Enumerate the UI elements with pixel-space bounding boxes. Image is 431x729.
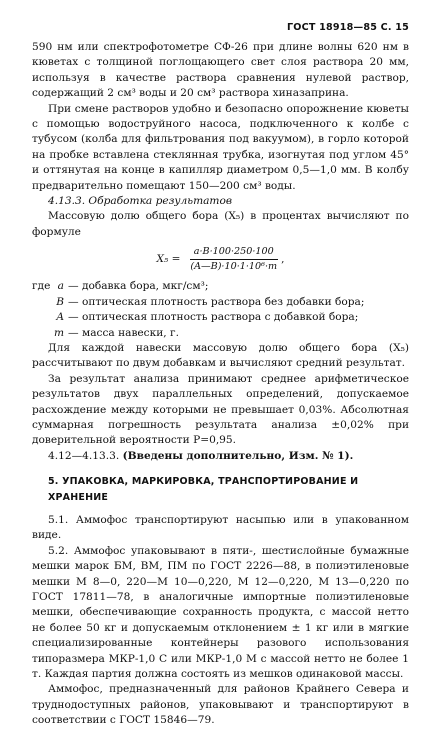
legend-symbol: m: [53, 326, 64, 339]
paragraph-far-north: Аммофос, предназначенный для районов Крайнего Севера и труднодоступных районов, упаковывают и транспортируют в соответствии с ГОСТ 15846—79.: [32, 683, 409, 727]
legend-symbol: B: [56, 295, 64, 308]
legend-row: [32, 295, 409, 310]
amendment-clauses: 4.12—4.13.3.: [48, 449, 120, 462]
paragraph-5-2: 5.2. Аммофос упаковывают в пяти-, шестислойные бумажные мешки марок БМ, ВМ, ПМ по ГОСТ 2226—88, в полиэтиленовые мешки М 8—0, 220—М 10—0,220, М 12—0,220, М 13—0,220 по ГОСТ 17811—78, в аналогичные импортные полиэтиленовые мешки, обеспечивающие сохранность продукта, с массой нетто не более 50 кг и допускаемым отклонением ± 1 кг или в мягкие специализированные контейнеры разового использования типоразмера МКР-1,0 С или МКР-1,0 М с массой нетто не более 1 т. Каждая партия должна состоять из мешков одинаковой массы.: [32, 544, 409, 681]
page-header: ГОСТ 18918—85 С. 15: [286, 22, 409, 33]
amendment-note: (Введены дополнительно, Изм. № 1).: [122, 449, 354, 462]
legend-text: — оптическая плотность раствора без добавки бора;: [68, 295, 365, 308]
document-body: [32, 40, 409, 729]
legend-text: — добавка бора, мкг/см³;: [68, 280, 209, 293]
section-5-title: 5. УПАКОВКА, МАРКИРОВКА, ТРАНСПОРТИРОВАНИЕ И ХРАНЕНИЕ: [48, 476, 359, 503]
formula-x5: [32, 246, 409, 273]
paragraph-amendment: [32, 449, 409, 464]
formula-legend: [32, 279, 409, 341]
formula-comma: ,: [281, 253, 285, 266]
legend-text: — оптическая плотность раствора с добавкой бора;: [68, 311, 359, 324]
paragraph-5-1: 5.1. Аммофос транспортируют насыпью или в упакованном виде.: [32, 513, 409, 542]
legend-row: [32, 326, 409, 341]
legend-row: [32, 310, 409, 325]
paragraph-cuvette-emptying: При смене растворов удобно и безопасно опорожнение кюветы с помощью водоструйного насоса, подключенного к колбе с тубусом (колба для фильтрования под вакуумом), в горло которой на пробке вставлена стеклянная трубка, изогнутая под углом 45° и оттянутая на конце в капилляр диаметром 0,5—1,0 мм. В колбу предварительно помещают 150—200 см³ воды.: [32, 102, 409, 192]
legend-prefix: где: [32, 280, 51, 293]
paragraph-calculation: Для каждой навески массовую долю общего бора (X₅) рассчитывают по двум добавкам и вычисляют средний результат.: [32, 341, 409, 370]
legend-symbol: a: [57, 280, 64, 293]
paragraph-measurement: 590 нм или спектрофотометре СФ-26 при длине волны 620 нм в кюветах с толщиной поглощающего свет слоя раствора 20 мм, используя в качестве раствора сравнения нулевой раствор, содержащий 2 см³ воды и 20 см³ раствора хиназаприна.: [32, 41, 409, 100]
legend-symbol: A: [56, 311, 64, 324]
formula-lhs: X₅ =: [156, 253, 181, 266]
formula-fraction: [186, 246, 281, 273]
paragraph-result: За результат анализа принимают среднее арифметическое результатов двух параллельных определений, допускаемое расхождение между которыми не превышает 0,03%. Абсолютная суммарная погрешность результата анализа ±0,02% при доверительной вероятности P=0,95.: [32, 372, 409, 447]
paragraph-formula-intro: Массовую долю общего бора (X₅) в процентах вычисляют по формуле: [32, 210, 409, 238]
legend-row: [32, 279, 409, 294]
formula-numerator: a·B·100·250·100: [190, 246, 278, 260]
legend-text: — масса навески, г.: [68, 326, 179, 339]
heading-4-13-3: 4.13.3. Обработка результатов: [48, 195, 233, 208]
formula-denominator: (A—B)·10·1·10⁶·m: [190, 261, 278, 273]
